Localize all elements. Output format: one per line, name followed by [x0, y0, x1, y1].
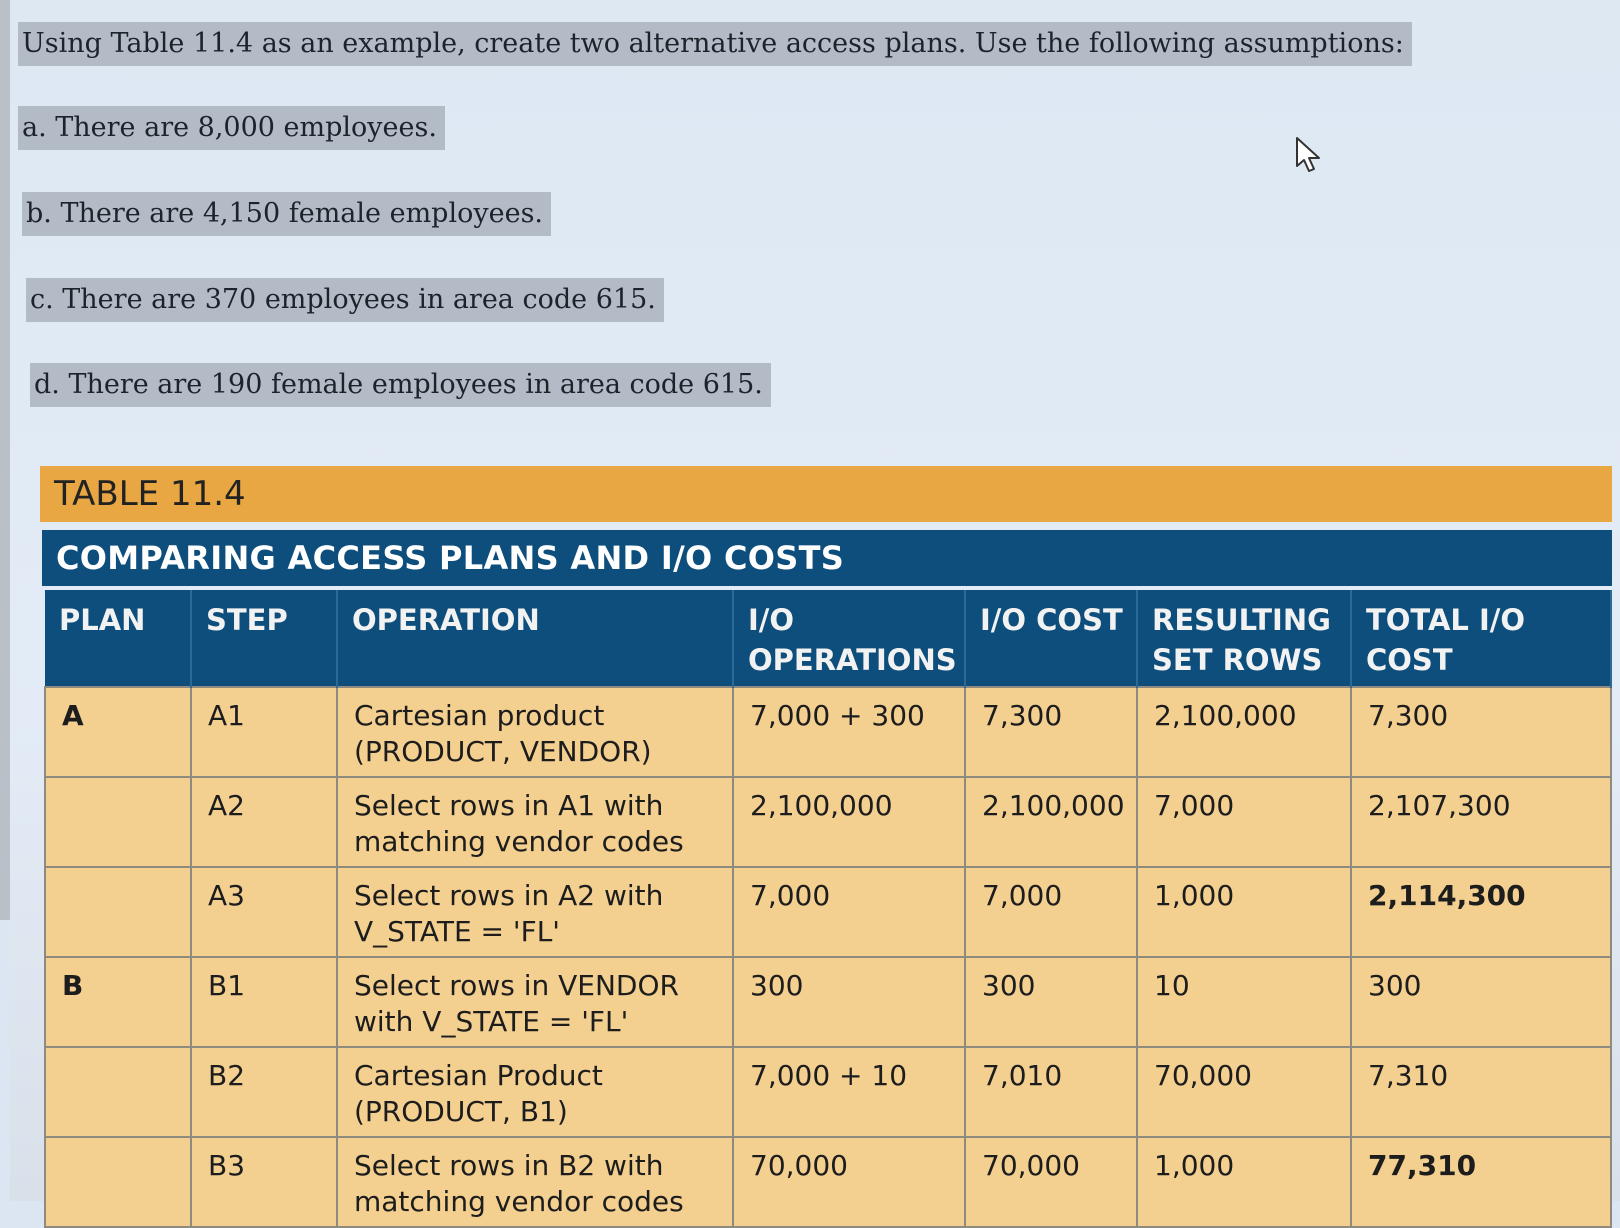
- cell-operation: Select rows in A1 with matching vendor codes: [337, 777, 733, 867]
- cell-io-cost: 2,100,000: [965, 777, 1137, 867]
- cell-operation: Select rows in B2 with matching vendor codes: [337, 1137, 733, 1227]
- cell-step: A1: [191, 687, 337, 777]
- cell-io-operations: 7,000: [733, 867, 965, 957]
- cell-plan: A: [45, 687, 191, 777]
- cell-io-cost: 7,000: [965, 867, 1137, 957]
- cell-plan: B: [45, 957, 191, 1047]
- cell-total-io-cost: 7,310: [1351, 1047, 1611, 1137]
- header-io-cost: I/O COST: [965, 590, 1137, 687]
- header-io-operations: I/O OPERATIONS: [733, 590, 965, 687]
- table-row: [45, 777, 1611, 867]
- table-row: [45, 1137, 1611, 1227]
- mouse-pointer-icon: [1294, 136, 1328, 176]
- cell-resulting-rows: 70,000: [1137, 1047, 1351, 1137]
- assumption-d: d. There are 190 female employees in area code 615.: [30, 363, 771, 407]
- access-plans-table-figure: [40, 466, 1612, 1218]
- cell-total-io-cost: 2,114,300: [1351, 867, 1611, 957]
- table-row: [45, 1047, 1611, 1137]
- cell-total-io-cost: 300: [1351, 957, 1611, 1047]
- header-resulting-set-rows: RESULTING SET ROWS: [1137, 590, 1351, 687]
- cell-total-io-cost: 2,107,300: [1351, 777, 1611, 867]
- cell-step: A3: [191, 867, 337, 957]
- cell-resulting-rows: 1,000: [1137, 867, 1351, 957]
- table-title: COMPARING ACCESS PLANS AND I/O COSTS: [42, 530, 1612, 586]
- cell-io-cost: 70,000: [965, 1137, 1137, 1227]
- table-number: TABLE 11.4: [40, 466, 1612, 522]
- assumption-a: a. There are 8,000 employees.: [18, 106, 445, 150]
- cell-operation: Cartesian product (PRODUCT, VENDOR): [337, 687, 733, 777]
- cell-step: B3: [191, 1137, 337, 1227]
- cell-io-operations: 70,000: [733, 1137, 965, 1227]
- header-plan: PLAN: [45, 590, 191, 687]
- cell-total-io-cost: 7,300: [1351, 687, 1611, 777]
- cell-plan: [45, 1047, 191, 1137]
- cell-operation: Select rows in VENDOR with V_STATE = 'FL': [337, 957, 733, 1047]
- cell-plan: [45, 867, 191, 957]
- table-row: [45, 957, 1611, 1047]
- cell-resulting-rows: 7,000: [1137, 777, 1351, 867]
- header-total-io-cost: TOTAL I/O COST: [1351, 590, 1611, 687]
- cell-io-cost: 300: [965, 957, 1137, 1047]
- assumption-b: b. There are 4,150 female employees.: [22, 192, 551, 236]
- cell-step: B1: [191, 957, 337, 1047]
- access-plans-table: [44, 590, 1612, 1228]
- question-prompt: Using Table 11.4 as an example, create two alternative access plans. Use the following assumptions:: [18, 22, 1412, 66]
- cell-resulting-rows: 2,100,000: [1137, 687, 1351, 777]
- cell-plan: [45, 777, 191, 867]
- cell-operation: Select rows in A2 with V_STATE = 'FL': [337, 867, 733, 957]
- cell-plan: [45, 1137, 191, 1227]
- cell-resulting-rows: 1,000: [1137, 1137, 1351, 1227]
- table-row: [45, 687, 1611, 777]
- cell-operation: Cartesian Product (PRODUCT, B1): [337, 1047, 733, 1137]
- cell-total-io-cost: 77,310: [1351, 1137, 1611, 1227]
- cell-resulting-rows: 10: [1137, 957, 1351, 1047]
- cell-io-operations: 2,100,000: [733, 777, 965, 867]
- cell-io-operations: 300: [733, 957, 965, 1047]
- cell-io-cost: 7,300: [965, 687, 1137, 777]
- cell-io-cost: 7,010: [965, 1047, 1137, 1137]
- header-operation: OPERATION: [337, 590, 733, 687]
- cell-step: B2: [191, 1047, 337, 1137]
- header-step: STEP: [191, 590, 337, 687]
- cell-io-operations: 7,000 + 10: [733, 1047, 965, 1137]
- cell-step: A2: [191, 777, 337, 867]
- cell-io-operations: 7,000 + 300: [733, 687, 965, 777]
- table-row: [45, 867, 1611, 957]
- table-header-row: [45, 590, 1611, 687]
- assumption-c: c. There are 370 employees in area code 615.: [26, 278, 664, 322]
